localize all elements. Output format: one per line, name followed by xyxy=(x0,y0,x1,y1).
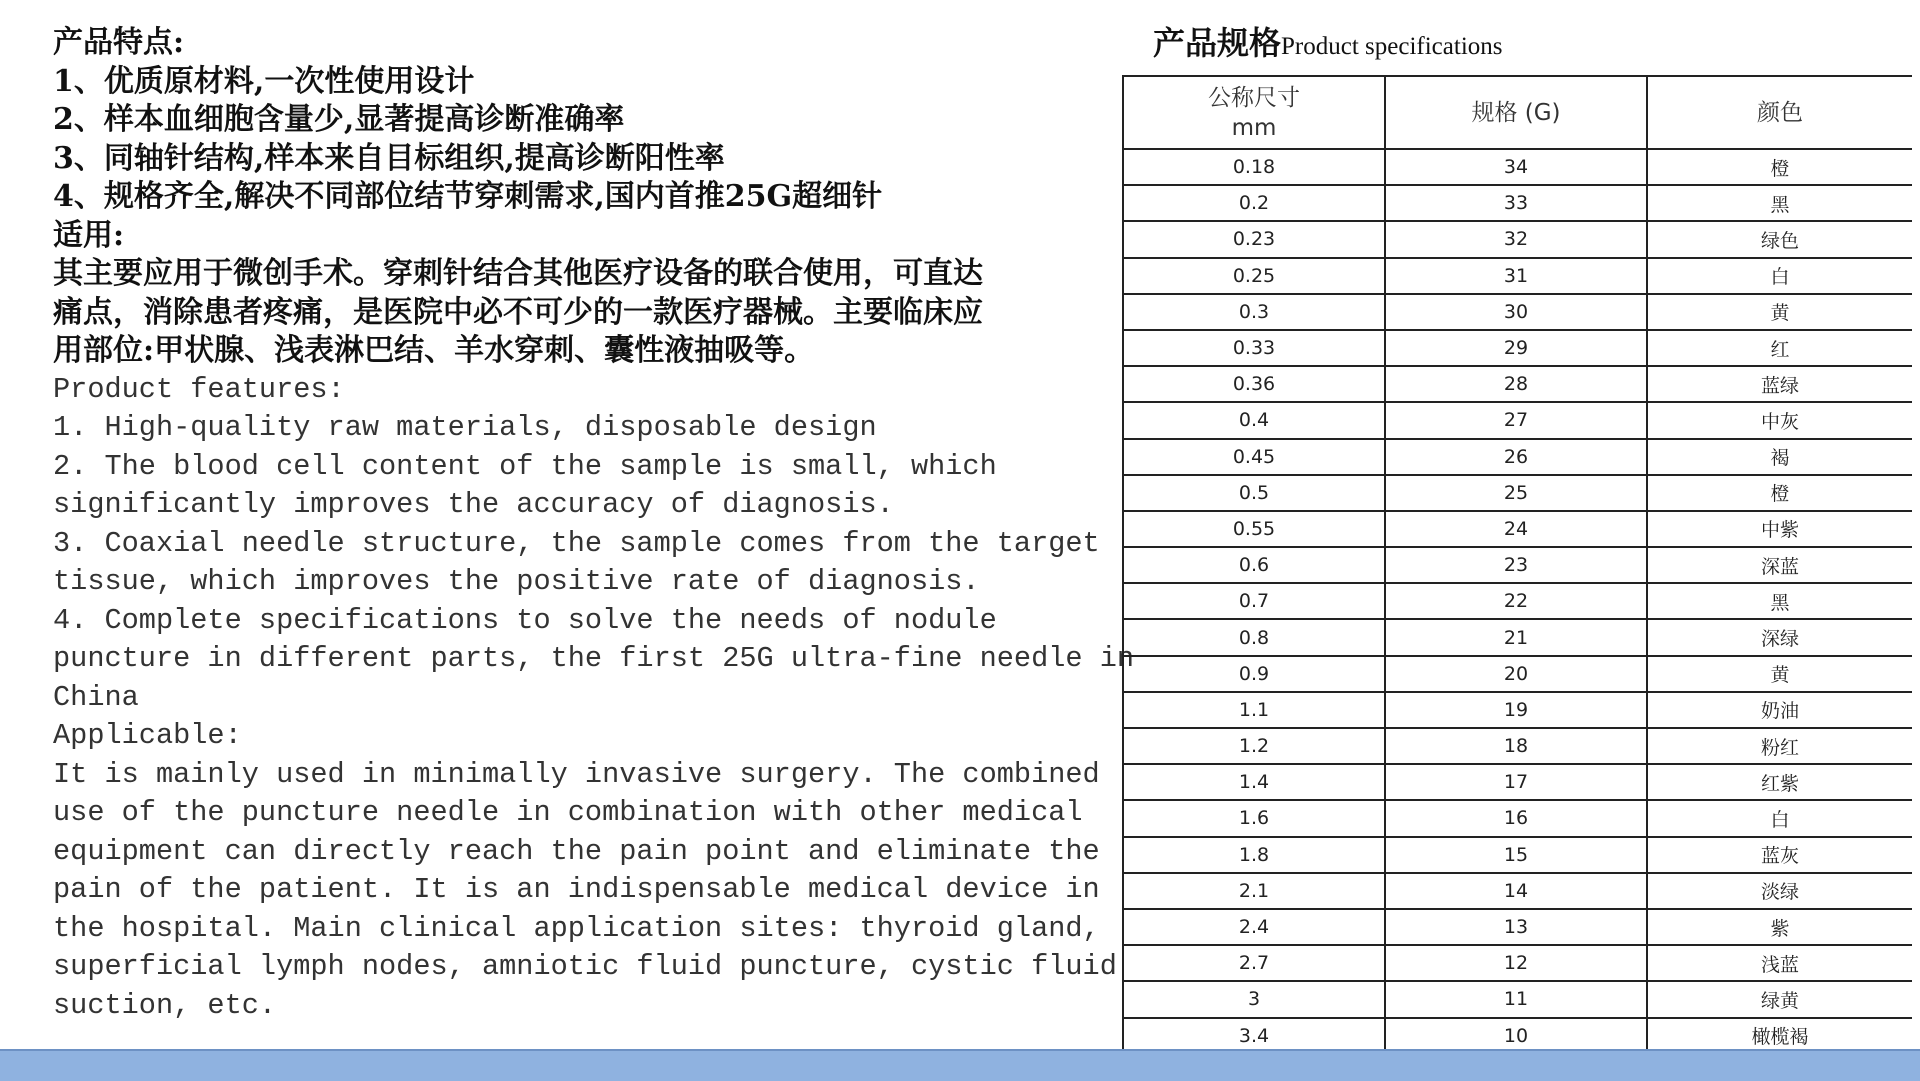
cell-color: 中灰 xyxy=(1647,402,1912,438)
cell-gauge: 14 xyxy=(1385,873,1647,909)
cell-gauge: 33 xyxy=(1385,185,1647,221)
table-row xyxy=(1123,692,1912,728)
features-cn-section xyxy=(53,24,1073,371)
cell-nominal-size: 0.55 xyxy=(1123,511,1385,547)
cell-gauge: 25 xyxy=(1385,475,1647,511)
cell-gauge: 26 xyxy=(1385,439,1647,475)
cell-nominal-size: 1.6 xyxy=(1123,800,1385,836)
cell-nominal-size: 0.6 xyxy=(1123,547,1385,583)
table-row xyxy=(1123,366,1912,402)
applicable-cn-text: 其主要应用于微创手术。穿刺针结合其他医疗设备的联合使用，可直达 xyxy=(53,256,983,291)
cell-nominal-size: 0.8 xyxy=(1123,619,1385,655)
cell-color: 深蓝 xyxy=(1647,547,1912,583)
table-row xyxy=(1123,511,1912,547)
cell-color: 蓝灰 xyxy=(1647,837,1912,873)
cell-gauge: 22 xyxy=(1385,583,1647,619)
table-row xyxy=(1123,873,1912,909)
cell-nominal-size: 0.25 xyxy=(1123,258,1385,294)
cell-gauge: 32 xyxy=(1385,221,1647,257)
table-row xyxy=(1123,185,1912,221)
cell-gauge: 10 xyxy=(1385,1018,1647,1051)
applicable-en-heading: Applicable: xyxy=(53,719,242,752)
cell-gauge: 20 xyxy=(1385,656,1647,692)
cell-color: 红紫 xyxy=(1647,764,1912,800)
features-cn-heading: 产品特点: xyxy=(53,25,185,60)
applicable-en-line: superficial lymph nodes, amniotic fluid puncture, cystic fluid xyxy=(53,950,1117,983)
table-row xyxy=(1123,221,1912,257)
cell-nominal-size: 2.1 xyxy=(1123,873,1385,909)
header-gauge: 规格 (G) xyxy=(1385,76,1647,149)
spec-table xyxy=(1122,75,1912,1050)
cell-nominal-size: 1.8 xyxy=(1123,837,1385,873)
cell-gauge: 16 xyxy=(1385,800,1647,836)
spec-title-cn: 产品规格 xyxy=(1153,24,1282,62)
cell-color: 褐 xyxy=(1647,439,1912,475)
applicable-en-line: equipment can directly reach the pain point and eliminate the xyxy=(53,834,1100,868)
cell-gauge: 24 xyxy=(1385,511,1647,547)
cell-color: 粉红 xyxy=(1647,728,1912,764)
table-row xyxy=(1123,728,1912,764)
cell-gauge: 29 xyxy=(1385,330,1647,366)
cell-gauge: 13 xyxy=(1385,909,1647,945)
table-row xyxy=(1123,656,1912,692)
table-row xyxy=(1123,909,1912,945)
cell-nominal-size: 0.2 xyxy=(1123,185,1385,221)
cell-color: 黑 xyxy=(1647,583,1912,619)
applicable-en-line: suction, etc. xyxy=(53,988,277,1022)
table-row xyxy=(1123,945,1912,981)
cell-color: 淡绿 xyxy=(1647,873,1912,909)
table-row xyxy=(1123,1018,1912,1051)
cell-color: 黑 xyxy=(1647,185,1912,221)
product-description xyxy=(53,24,1135,1025)
feature-en-line: significantly improves the accuracy of diagnosis. xyxy=(53,488,894,521)
cell-color: 白 xyxy=(1647,258,1912,294)
feature-en-line: puncture in different parts, the first 25G ultra-fine needle in xyxy=(53,642,1135,675)
header-nominal-size-unit: mm xyxy=(1231,114,1277,141)
feature-en-line: 2. The blood cell content of the sample is small, which xyxy=(53,449,997,483)
feature-en-line: tissue, which improves the positive rate of diagnosis. xyxy=(53,565,980,598)
feature-en-line: 3. Coaxial needle structure, the sample comes from the target xyxy=(53,526,1100,560)
cell-nominal-size: 1.4 xyxy=(1123,764,1385,800)
cell-color: 奶油 xyxy=(1647,692,1912,728)
cell-color: 中紫 xyxy=(1647,511,1912,547)
cell-nominal-size: 0.36 xyxy=(1123,366,1385,402)
cell-color: 绿黄 xyxy=(1647,981,1912,1017)
cell-gauge: 34 xyxy=(1385,149,1647,185)
header-nominal-size xyxy=(1123,76,1385,149)
cell-gauge: 18 xyxy=(1385,728,1647,764)
bottom-bar xyxy=(0,1049,1920,1081)
cell-nominal-size: 0.18 xyxy=(1123,149,1385,185)
table-row xyxy=(1123,583,1912,619)
feature-cn-item: 4、规格齐全,解决不同部位结节穿刺需求,国内首推25G超细针 xyxy=(53,179,883,214)
cell-color: 橙 xyxy=(1647,475,1912,511)
features-en-section xyxy=(53,371,1135,1026)
cell-nominal-size: 1.2 xyxy=(1123,728,1385,764)
applicable-en-line: It is mainly used in minimally invasive surgery. The combined xyxy=(53,757,1100,791)
spec-table-header-row xyxy=(1123,76,1912,149)
cell-nominal-size: 0.45 xyxy=(1123,439,1385,475)
cell-color: 深绿 xyxy=(1647,619,1912,655)
feature-en-line: 4. Complete specifications to solve the needs of nodule xyxy=(53,603,997,637)
cell-color: 蓝绿 xyxy=(1647,366,1912,402)
table-row xyxy=(1123,402,1912,438)
feature-cn-item: 1、优质原材料,一次性使用设计 xyxy=(53,63,475,99)
cell-color: 橙 xyxy=(1647,149,1912,185)
cell-color: 浅蓝 xyxy=(1647,945,1912,981)
cell-color: 白 xyxy=(1647,800,1912,836)
table-row xyxy=(1123,981,1912,1017)
cell-gauge: 23 xyxy=(1385,547,1647,583)
table-row xyxy=(1123,294,1912,330)
header-color: 颜色 xyxy=(1647,76,1912,149)
cell-nominal-size: 0.23 xyxy=(1123,221,1385,257)
cell-nominal-size: 3 xyxy=(1123,981,1385,1017)
cell-gauge: 11 xyxy=(1385,981,1647,1017)
table-row xyxy=(1123,258,1912,294)
cell-gauge: 12 xyxy=(1385,945,1647,981)
table-row xyxy=(1123,619,1912,655)
cell-color: 红 xyxy=(1647,330,1912,366)
header-nominal-size-label: 公称尺寸 xyxy=(1208,84,1300,111)
cell-nominal-size: 0.33 xyxy=(1123,330,1385,366)
table-row xyxy=(1123,547,1912,583)
cell-gauge: 19 xyxy=(1385,692,1647,728)
spec-title-en: Product specifications xyxy=(1281,33,1503,60)
cell-gauge: 31 xyxy=(1385,258,1647,294)
table-row xyxy=(1123,330,1912,366)
table-row xyxy=(1123,439,1912,475)
feature-cn-item: 3、同轴针结构,样本来自目标组织,提高诊断阳性率 xyxy=(53,140,725,176)
cell-gauge: 30 xyxy=(1385,294,1647,330)
spec-title xyxy=(1153,18,1503,64)
cell-nominal-size: 0.4 xyxy=(1123,402,1385,438)
cell-gauge: 15 xyxy=(1385,837,1647,873)
cell-gauge: 28 xyxy=(1385,366,1647,402)
feature-en-line: China xyxy=(53,680,139,714)
cell-color: 橄榄褐 xyxy=(1647,1018,1912,1051)
cell-color: 黄 xyxy=(1647,294,1912,330)
spec-table-body xyxy=(1123,149,1912,1050)
table-row xyxy=(1123,837,1912,873)
applicable-en-line: pain of the patient. It is an indispensable medical device in xyxy=(53,873,1100,906)
applicable-en-line: use of the puncture needle in combination with other medical xyxy=(53,796,1083,829)
table-row xyxy=(1123,475,1912,511)
cell-nominal-size: 1.1 xyxy=(1123,692,1385,728)
feature-cn-item: 2、样本血细胞含量少,显著提高诊断准确率 xyxy=(53,102,625,137)
applicable-en-line: the hospital. Main clinical application sites: thyroid gland, xyxy=(53,911,1100,945)
table-row xyxy=(1123,800,1912,836)
cell-nominal-size: 0.9 xyxy=(1123,656,1385,692)
table-row xyxy=(1123,149,1912,185)
cell-nominal-size: 3.4 xyxy=(1123,1018,1385,1051)
cell-nominal-size: 2.7 xyxy=(1123,945,1385,981)
applicable-cn-text: 用部位:甲状腺、浅表淋巴结、羊水穿刺、囊性液抽吸等。 xyxy=(53,333,815,368)
applicable-cn-heading: 适用: xyxy=(53,217,125,253)
cell-color: 紫 xyxy=(1647,909,1912,945)
cell-gauge: 21 xyxy=(1385,619,1647,655)
cell-nominal-size: 0.3 xyxy=(1123,294,1385,330)
applicable-cn-text: 痛点，消除患者疼痛，是医院中必不可少的一款医疗器械。主要临床应 xyxy=(53,294,983,330)
features-en-heading: Product features: xyxy=(53,372,345,406)
cell-color: 绿色 xyxy=(1647,221,1912,257)
cell-gauge: 17 xyxy=(1385,764,1647,800)
cell-nominal-size: 2.4 xyxy=(1123,909,1385,945)
spec-table-container xyxy=(1122,75,1912,1050)
cell-nominal-size: 0.5 xyxy=(1123,475,1385,511)
feature-en-line: 1. High-quality raw materials, disposable design xyxy=(53,411,877,444)
cell-gauge: 27 xyxy=(1385,402,1647,438)
cell-nominal-size: 0.7 xyxy=(1123,583,1385,619)
cell-color: 黄 xyxy=(1647,656,1912,692)
table-row xyxy=(1123,764,1912,800)
